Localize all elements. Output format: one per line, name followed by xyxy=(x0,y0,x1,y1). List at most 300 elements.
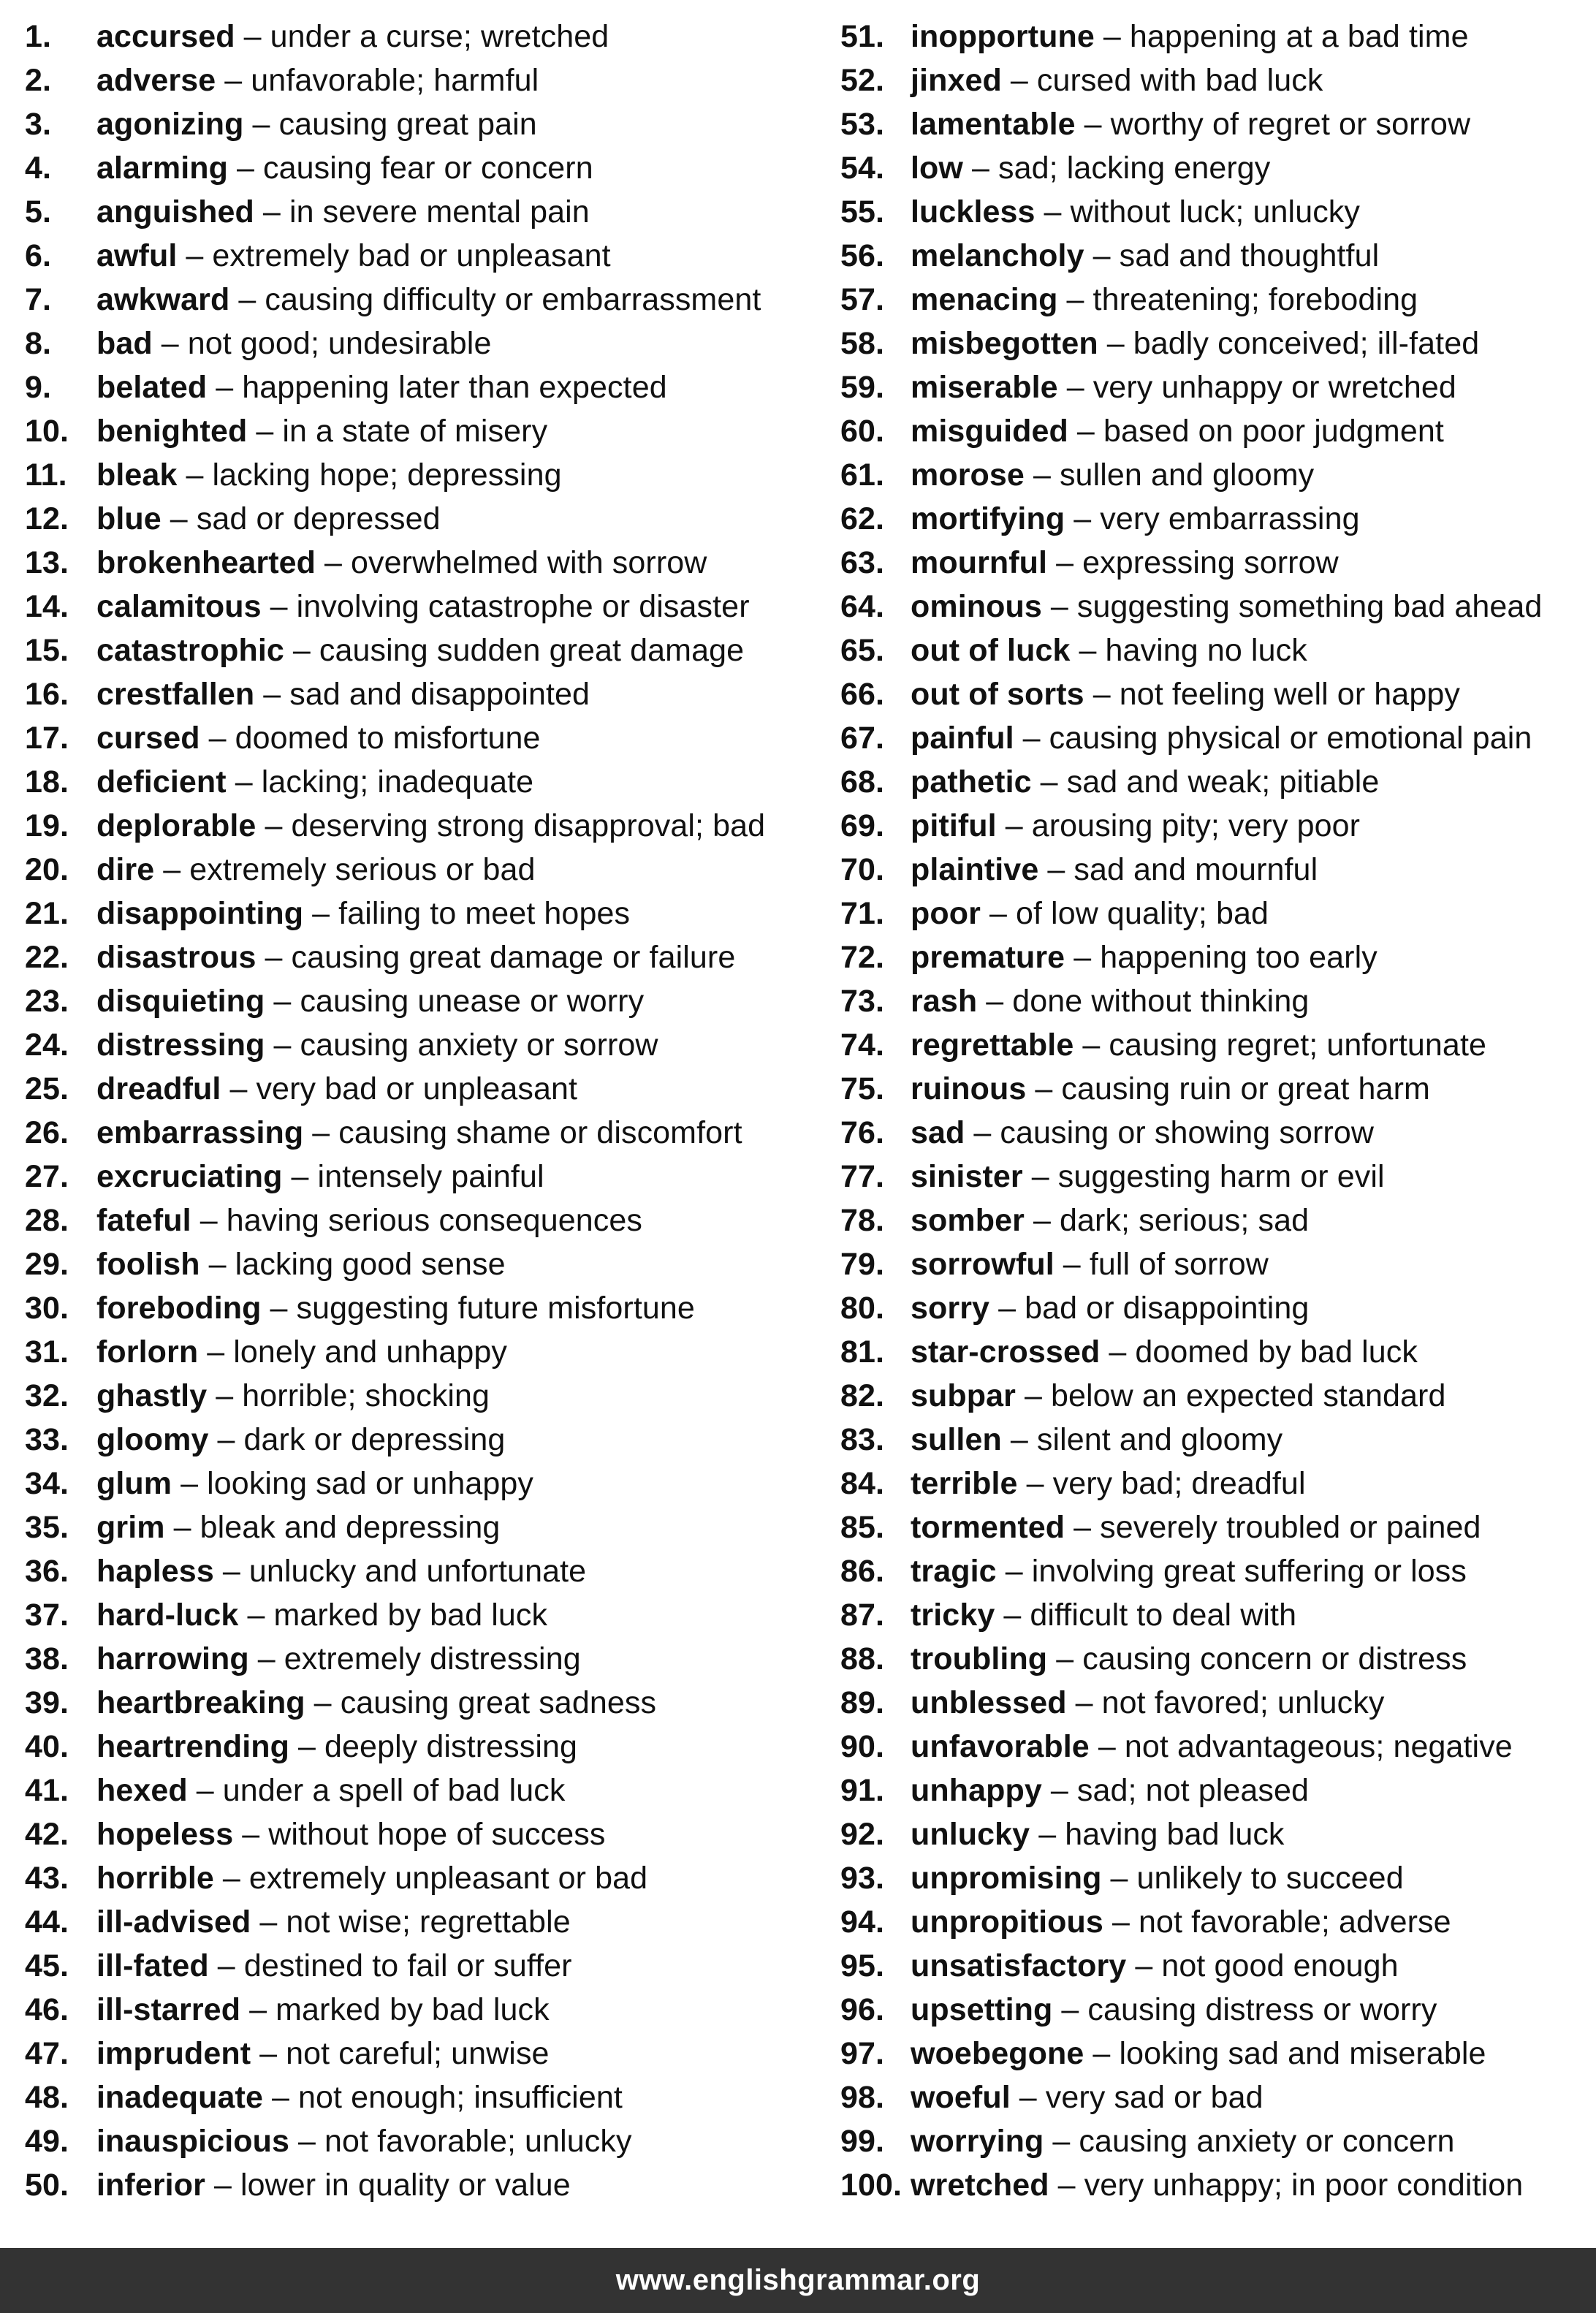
list-item xyxy=(25,2119,829,2163)
item-definition: dark; serious; sad xyxy=(1059,1202,1310,1238)
item-definition: causing great damage or failure xyxy=(291,939,736,975)
item-separator: – xyxy=(292,632,311,668)
item-number: 63. xyxy=(840,544,885,580)
item-separator: – xyxy=(222,1553,240,1589)
item-word: heartrending xyxy=(96,1728,290,1764)
item-definition: dark or depressing xyxy=(243,1421,506,1457)
item-definition: done without thinking xyxy=(1012,983,1310,1019)
item-separator: – xyxy=(259,2035,278,2071)
item-number: 59. xyxy=(840,369,885,405)
item-number: 58. xyxy=(840,325,885,361)
item-separator: – xyxy=(1010,1421,1028,1457)
item-word: unpropitious xyxy=(911,1904,1103,1940)
item-definition: sad; not pleased xyxy=(1076,1772,1310,1808)
item-separator: – xyxy=(1106,325,1125,361)
list-item xyxy=(840,1769,1596,1812)
item-word: jinxed xyxy=(911,62,1002,98)
item-word: misbegotten xyxy=(911,325,1098,361)
item-number: 17. xyxy=(25,720,69,756)
item-definition: under a curse; wretched xyxy=(270,18,609,54)
list-item xyxy=(840,1330,1596,1374)
item-separator: – xyxy=(263,676,281,712)
item-definition: not careful; unwise xyxy=(286,2035,550,2071)
item-definition: silent and gloomy xyxy=(1036,1421,1283,1457)
item-definition: causing concern or distress xyxy=(1082,1641,1467,1676)
list-item xyxy=(840,979,1596,1023)
list-item xyxy=(25,1418,829,1462)
item-number: 91. xyxy=(840,1772,885,1808)
item-word: dreadful xyxy=(96,1071,221,1106)
item-definition: causing distress or worry xyxy=(1087,1991,1437,2027)
item-definition: looking sad and miserable xyxy=(1119,2035,1486,2071)
item-word: tormented xyxy=(911,1509,1065,1545)
item-word: accursed xyxy=(96,18,235,54)
list-item xyxy=(25,58,829,102)
item-number: 40. xyxy=(25,1728,69,1764)
item-separator: – xyxy=(200,1202,218,1238)
item-separator: – xyxy=(238,281,256,317)
item-definition: lower in quality or value xyxy=(240,2167,571,2203)
item-separator: – xyxy=(1074,501,1092,536)
item-number: 93. xyxy=(840,1860,885,1896)
list-item xyxy=(25,2075,829,2119)
item-definition: causing difficulty or embarrassment xyxy=(265,281,761,317)
word-list-column-left xyxy=(25,15,829,2207)
item-definition: sad and thoughtful xyxy=(1119,238,1380,273)
item-separator: – xyxy=(270,1290,288,1326)
list-item xyxy=(25,1725,829,1769)
item-word: sorrowful xyxy=(911,1246,1054,1282)
list-item xyxy=(25,146,829,190)
item-number: 55. xyxy=(840,194,885,229)
list-item xyxy=(25,365,829,409)
item-separator: – xyxy=(265,808,283,843)
item-number: 94. xyxy=(840,1904,885,1940)
item-definition: causing shame or discomfort xyxy=(338,1114,742,1150)
item-separator: – xyxy=(259,1904,278,1940)
list-item xyxy=(25,892,829,935)
item-separator: – xyxy=(1033,1202,1051,1238)
item-number: 78. xyxy=(840,1202,885,1238)
item-word: wretched xyxy=(911,2167,1049,2203)
list-item xyxy=(840,2075,1596,2119)
item-word: hapless xyxy=(96,1553,214,1589)
item-word: disquieting xyxy=(96,983,265,1019)
item-definition: without hope of success xyxy=(268,1816,606,1852)
item-word: alarming xyxy=(96,150,229,186)
list-item xyxy=(840,716,1596,760)
item-separator: – xyxy=(224,62,243,98)
item-number: 43. xyxy=(25,1860,69,1896)
item-separator: – xyxy=(1003,1597,1022,1633)
item-definition: causing anxiety or sorrow xyxy=(300,1027,658,1063)
item-separator: – xyxy=(314,1685,332,1720)
item-word: imprudent xyxy=(96,2035,251,2071)
item-definition: unfavorable; harmful xyxy=(251,62,539,98)
item-number: 57. xyxy=(840,281,885,317)
item-separator: – xyxy=(1066,281,1084,317)
item-number: 77. xyxy=(840,1158,885,1194)
item-definition: threatening; foreboding xyxy=(1092,281,1418,317)
item-word: deplorable xyxy=(96,808,256,843)
item-number: 37. xyxy=(25,1597,69,1633)
item-definition: causing sudden great damage xyxy=(319,632,745,668)
list-item xyxy=(840,1505,1596,1549)
item-word: calamitous xyxy=(96,588,262,624)
item-definition: lonely and unhappy xyxy=(233,1334,508,1370)
item-definition: happening too early xyxy=(1100,939,1378,975)
item-number: 34. xyxy=(25,1465,69,1501)
item-definition: very bad; dreadful xyxy=(1052,1465,1306,1501)
item-word: worrying xyxy=(911,2123,1044,2159)
item-number: 13. xyxy=(25,544,69,580)
item-word: pitiful xyxy=(911,808,997,843)
list-item xyxy=(25,322,829,365)
item-separator: – xyxy=(989,895,1007,931)
list-item xyxy=(840,1988,1596,2032)
item-word: tricky xyxy=(911,1597,995,1633)
item-word: inferior xyxy=(96,2167,205,2203)
item-word: belated xyxy=(96,369,208,405)
item-separator: – xyxy=(1005,1553,1023,1589)
item-definition: destined to fail or suffer xyxy=(243,1948,572,1983)
item-number: 92. xyxy=(840,1816,885,1852)
item-number: 25. xyxy=(25,1071,69,1106)
item-separator: – xyxy=(971,150,989,186)
item-separator: – xyxy=(213,2167,232,2203)
item-separator: – xyxy=(249,1991,267,2027)
item-word: woeful xyxy=(911,2079,1011,2115)
item-number: 56. xyxy=(840,238,885,273)
item-word: fateful xyxy=(96,1202,191,1238)
item-definition: extremely unpleasant or bad xyxy=(248,1860,648,1896)
list-item xyxy=(840,278,1596,322)
list-item xyxy=(25,804,829,848)
item-separator: – xyxy=(1022,720,1041,756)
item-separator: – xyxy=(1082,1027,1101,1063)
item-number: 70. xyxy=(840,851,885,887)
item-separator: – xyxy=(324,544,343,580)
list-item xyxy=(840,892,1596,935)
item-word: hexed xyxy=(96,1772,188,1808)
item-word: deficient xyxy=(96,764,227,800)
item-number: 9. xyxy=(25,369,52,405)
item-separator: – xyxy=(298,2123,316,2159)
item-definition: causing fear or concern xyxy=(263,150,593,186)
item-separator: – xyxy=(1066,369,1084,405)
list-item xyxy=(25,1549,829,1593)
item-number: 27. xyxy=(25,1158,69,1194)
list-item xyxy=(840,541,1596,585)
item-definition: not wise; regrettable xyxy=(286,1904,571,1940)
list-item xyxy=(25,1199,829,1242)
item-separator: – xyxy=(1074,939,1092,975)
item-separator: – xyxy=(998,1290,1016,1326)
item-separator: – xyxy=(1040,764,1058,800)
item-number: 2. xyxy=(25,62,52,98)
item-word: unpromising xyxy=(911,1860,1102,1896)
list-item xyxy=(840,409,1596,453)
item-word: unblessed xyxy=(911,1685,1067,1720)
item-definition: happening at a bad time xyxy=(1129,18,1469,54)
item-number: 16. xyxy=(25,676,69,712)
item-separator: – xyxy=(1024,1378,1042,1413)
item-definition: having bad luck xyxy=(1065,1816,1285,1852)
list-item xyxy=(840,1462,1596,1505)
list-item xyxy=(840,935,1596,979)
item-number: 69. xyxy=(840,808,885,843)
item-definition: unlucky and unfortunate xyxy=(248,1553,587,1589)
item-number: 35. xyxy=(25,1509,69,1545)
item-number: 68. xyxy=(840,764,885,800)
list-item xyxy=(25,1856,829,1900)
item-definition: not favorable; adverse xyxy=(1138,1904,1451,1940)
item-definition: in severe mental pain xyxy=(289,194,590,229)
list-item xyxy=(840,15,1596,58)
item-definition: extremely distressing xyxy=(284,1641,581,1676)
item-separator: – xyxy=(1109,1334,1127,1370)
item-separator: – xyxy=(1135,1948,1153,1983)
item-number: 38. xyxy=(25,1641,69,1676)
item-separator: – xyxy=(208,720,227,756)
item-definition: having no luck xyxy=(1105,632,1307,668)
item-word: brokenhearted xyxy=(96,544,316,580)
item-number: 23. xyxy=(25,983,69,1019)
item-separator: – xyxy=(186,238,204,273)
list-item xyxy=(25,190,829,234)
item-separator: – xyxy=(235,764,253,800)
item-definition: doomed to misfortune xyxy=(235,720,541,756)
list-item xyxy=(25,1769,829,1812)
item-number: 82. xyxy=(840,1378,885,1413)
item-separator: – xyxy=(1092,2035,1111,2071)
list-item xyxy=(840,760,1596,804)
list-item xyxy=(25,672,829,716)
item-number: 67. xyxy=(840,720,885,756)
item-number: 32. xyxy=(25,1378,69,1413)
item-separator: – xyxy=(1050,1772,1068,1808)
item-definition: very embarrassing xyxy=(1100,501,1360,536)
list-item xyxy=(25,628,829,672)
item-number: 36. xyxy=(25,1553,69,1589)
list-item xyxy=(25,979,829,1023)
list-item xyxy=(25,1900,829,1944)
item-number: 30. xyxy=(25,1290,69,1326)
list-item xyxy=(840,1374,1596,1418)
item-word: awkward xyxy=(96,281,230,317)
item-number: 72. xyxy=(840,939,885,975)
item-word: anguished xyxy=(96,194,254,229)
list-item xyxy=(840,1111,1596,1155)
item-number: 64. xyxy=(840,588,885,624)
item-separator: – xyxy=(173,1509,191,1545)
item-separator: – xyxy=(1079,632,1097,668)
item-number: 51. xyxy=(840,18,885,54)
item-word: pathetic xyxy=(911,764,1032,800)
list-item xyxy=(25,453,829,497)
item-word: crestfallen xyxy=(96,676,255,712)
list-item xyxy=(25,1812,829,1856)
item-separator: – xyxy=(1084,106,1102,142)
item-number: 61. xyxy=(840,457,885,493)
item-number: 24. xyxy=(25,1027,69,1063)
item-word: out of luck xyxy=(911,632,1071,668)
item-separator: – xyxy=(1092,676,1111,712)
item-separator: – xyxy=(262,194,281,229)
item-number: 26. xyxy=(25,1114,69,1150)
item-separator: – xyxy=(1063,1246,1081,1282)
item-separator: – xyxy=(1031,1158,1049,1194)
list-item xyxy=(840,1681,1596,1725)
list-item xyxy=(25,1242,829,1286)
item-word: inopportune xyxy=(911,18,1095,54)
item-word: embarrassing xyxy=(96,1114,304,1150)
list-item xyxy=(25,1944,829,1988)
item-separator: – xyxy=(1005,808,1023,843)
item-number: 81. xyxy=(840,1334,885,1370)
item-word: plaintive xyxy=(911,851,1039,887)
item-definition: not favorable; unlucky xyxy=(324,2123,632,2159)
item-word: dire xyxy=(96,851,155,887)
list-item xyxy=(840,1418,1596,1462)
item-number: 18. xyxy=(25,764,69,800)
item-number: 39. xyxy=(25,1685,69,1720)
item-number: 99. xyxy=(840,2123,885,2159)
list-item xyxy=(25,541,829,585)
item-definition: sullen and gloomy xyxy=(1059,457,1315,493)
list-item xyxy=(840,1812,1596,1856)
item-definition: suggesting harm or evil xyxy=(1057,1158,1385,1194)
item-number: 44. xyxy=(25,1904,69,1940)
list-item xyxy=(25,2032,829,2075)
item-word: poor xyxy=(911,895,981,931)
item-definition: happening later than expected xyxy=(242,369,667,405)
item-word: disastrous xyxy=(96,939,256,975)
list-item xyxy=(840,628,1596,672)
item-word: adverse xyxy=(96,62,216,98)
item-separator: – xyxy=(1019,2079,1037,2115)
item-word: heartbreaking xyxy=(96,1685,305,1720)
item-definition: involving great suffering or loss xyxy=(1031,1553,1467,1589)
item-separator: – xyxy=(207,1334,225,1370)
item-definition: suggesting something bad ahead xyxy=(1076,588,1543,624)
item-word: mournful xyxy=(911,544,1048,580)
item-definition: lacking; inadequate xyxy=(261,764,534,800)
list-item xyxy=(840,322,1596,365)
list-item xyxy=(840,102,1596,146)
item-number: 41. xyxy=(25,1772,69,1808)
item-definition: overwhelmed with sorrow xyxy=(351,544,707,580)
item-number: 28. xyxy=(25,1202,69,1238)
item-number: 74. xyxy=(840,1027,885,1063)
item-separator: – xyxy=(312,895,330,931)
item-word: out of sorts xyxy=(911,676,1084,712)
item-number: 75. xyxy=(840,1071,885,1106)
item-definition: below an expected standard xyxy=(1050,1378,1446,1413)
list-item xyxy=(25,1988,829,2032)
item-definition: sad or depressed xyxy=(196,501,441,536)
item-number: 31. xyxy=(25,1334,69,1370)
list-item xyxy=(840,1549,1596,1593)
item-definition: having serious consequences xyxy=(226,1202,642,1238)
item-number: 20. xyxy=(25,851,69,887)
item-separator: – xyxy=(1038,1816,1057,1852)
item-word: foreboding xyxy=(96,1290,262,1326)
list-item xyxy=(25,497,829,541)
item-separator: – xyxy=(1033,457,1051,493)
list-item xyxy=(840,1067,1596,1111)
item-separator: – xyxy=(1110,1860,1128,1896)
list-item xyxy=(25,1023,829,1067)
item-separator: – xyxy=(256,413,274,449)
list-item xyxy=(840,1856,1596,1900)
list-item xyxy=(25,278,829,322)
list-item xyxy=(840,1286,1596,1330)
item-definition: difficult to deal with xyxy=(1030,1597,1297,1633)
item-word: lamentable xyxy=(911,106,1076,142)
list-item xyxy=(840,497,1596,541)
item-number: 76. xyxy=(840,1114,885,1150)
item-definition: looking sad or unhappy xyxy=(207,1465,533,1501)
item-definition: causing great sadness xyxy=(340,1685,657,1720)
item-word: sinister xyxy=(911,1158,1023,1194)
item-separator: – xyxy=(1061,1991,1079,2027)
item-word: inadequate xyxy=(96,2079,263,2115)
item-number: 22. xyxy=(25,939,69,975)
item-separator: – xyxy=(170,501,188,536)
list-item xyxy=(25,1593,829,1637)
item-number: 53. xyxy=(840,106,885,142)
footer-bar xyxy=(0,2248,1596,2313)
list-item xyxy=(25,1111,829,1155)
item-definition: lacking good sense xyxy=(235,1246,506,1282)
item-number: 12. xyxy=(25,501,69,536)
item-word: ghastly xyxy=(96,1378,208,1413)
item-word: subpar xyxy=(911,1378,1016,1413)
item-separator: – xyxy=(1047,851,1065,887)
item-word: gloomy xyxy=(96,1421,209,1457)
item-separator: – xyxy=(1044,194,1062,229)
list-item xyxy=(25,1374,829,1418)
item-number: 97. xyxy=(840,2035,885,2071)
item-number: 19. xyxy=(25,808,69,843)
list-item xyxy=(25,102,829,146)
item-number: 6. xyxy=(25,238,52,273)
item-number: 54. xyxy=(840,150,885,186)
item-definition: deserving strong disapproval; bad xyxy=(291,808,766,843)
item-word: awful xyxy=(96,238,178,273)
item-definition: bad or disappointing xyxy=(1025,1290,1310,1326)
item-separator: – xyxy=(312,1114,330,1150)
item-number: 1. xyxy=(25,18,52,54)
item-word: ill-advised xyxy=(96,1904,251,1940)
item-definition: under a spell of bad luck xyxy=(222,1772,566,1808)
list-item xyxy=(25,716,829,760)
item-separator: – xyxy=(1076,413,1095,449)
item-separator: – xyxy=(1050,588,1068,624)
item-definition: without luck; unlucky xyxy=(1070,194,1361,229)
item-word: misguided xyxy=(911,413,1068,449)
item-word: troubling xyxy=(911,1641,1048,1676)
item-separator: – xyxy=(273,983,292,1019)
item-number: 96. xyxy=(840,1991,885,2027)
item-separator: – xyxy=(1035,1071,1053,1106)
item-word: bad xyxy=(96,325,153,361)
footer-website-text: www.englishgrammar.org xyxy=(615,2264,981,2296)
item-separator: – xyxy=(1057,2167,1076,2203)
item-definition: expressing sorrow xyxy=(1082,544,1339,580)
item-number: 5. xyxy=(25,194,52,229)
